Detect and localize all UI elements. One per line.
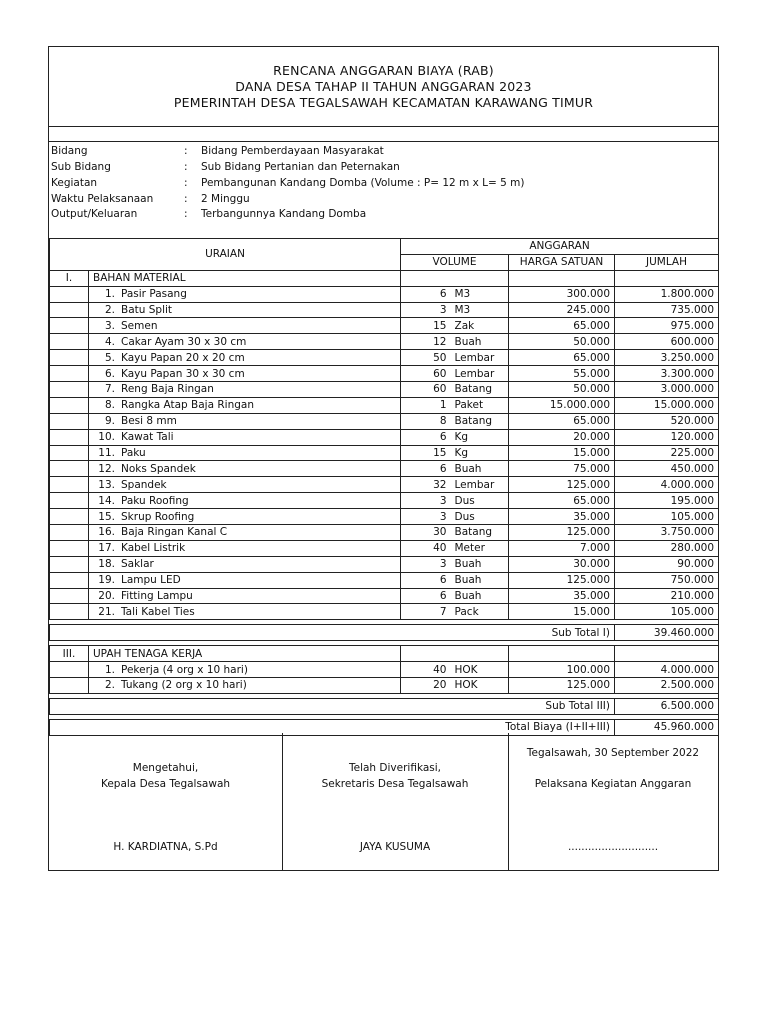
- doc-title-line1: RENCANA ANGGARAN BIAYA (RAB): [273, 63, 494, 78]
- subtotal-label: Sub Total III): [50, 698, 615, 714]
- item-number: 13.: [98, 478, 115, 491]
- signature-right-name: ...........................: [567, 841, 659, 853]
- section-items: [50, 662, 719, 694]
- item-total: 195.000: [615, 493, 719, 509]
- table-row: [50, 429, 719, 445]
- item-qty: 6: [401, 461, 451, 477]
- doc-title-line3: PEMERINTAH DESA TEGALSAWAH KECAMATAN KARAWANG TIMUR: [173, 95, 594, 110]
- item-qty: 3: [401, 493, 451, 509]
- signature-right-line2: Pelaksana Kegiatan Anggaran: [534, 778, 692, 790]
- divider: [49, 141, 718, 142]
- item-name: Kayu Papan 30 x 30 cm: [121, 367, 245, 380]
- table-row: [50, 662, 719, 678]
- section-row: [50, 270, 719, 286]
- item-cell: [89, 397, 401, 413]
- item-price: 125.000: [509, 678, 615, 694]
- item-cell: [89, 509, 401, 525]
- table-row: [50, 445, 719, 461]
- item-total: 210.000: [615, 588, 719, 604]
- table-header-row: [50, 239, 719, 255]
- table-row: [50, 588, 719, 604]
- item-number: 11.: [98, 447, 115, 460]
- item-qty: 40: [401, 540, 451, 556]
- item-unit: Kg: [451, 429, 509, 445]
- item-price: 125.000: [509, 477, 615, 493]
- budget-table: [49, 238, 719, 736]
- item-unit: Buah: [451, 556, 509, 572]
- signature-left-name: H. KARDIATNA, S.Pd: [113, 841, 218, 853]
- item-qty: 20: [401, 678, 451, 694]
- row-indent-cell: [50, 382, 89, 398]
- item-qty: 40: [401, 662, 451, 678]
- row-indent-cell: [50, 493, 89, 509]
- item-price: 35.000: [509, 588, 615, 604]
- item-cell: [89, 556, 401, 572]
- item-unit: Batang: [451, 413, 509, 429]
- item-name: Lampu LED: [121, 574, 181, 587]
- table-row: [50, 318, 719, 334]
- row-indent-cell: [50, 604, 89, 620]
- item-qty: 60: [401, 366, 451, 382]
- item-total: 3.250.000: [615, 350, 719, 366]
- item-unit: HOK: [451, 662, 509, 678]
- row-indent-cell: [50, 397, 89, 413]
- item-number: 8.: [104, 399, 115, 412]
- item-qty: 32: [401, 477, 451, 493]
- table-row: [50, 525, 719, 541]
- info-value: Sub Bidang Pertanian dan Peternakan: [201, 161, 400, 173]
- info-value: Bidang Pemberdayaan Masyarakat: [201, 145, 384, 157]
- item-total: 225.000: [615, 445, 719, 461]
- table-row: [50, 509, 719, 525]
- item-qty: 6: [401, 286, 451, 302]
- total-label: Total Biaya (I+II+III): [50, 719, 615, 735]
- item-name: Semen: [121, 319, 158, 332]
- table-row: [50, 556, 719, 572]
- info-label: Bidang: [51, 145, 88, 157]
- item-name: Spandek: [121, 478, 167, 491]
- item-name: Tali Kabel Ties: [121, 605, 195, 618]
- info-sep: :: [184, 208, 188, 220]
- subtotal-row: [50, 698, 719, 714]
- row-indent-cell: [50, 540, 89, 556]
- section-number: I.: [50, 270, 89, 286]
- item-cell: [89, 382, 401, 398]
- item-price: 65.000: [509, 493, 615, 509]
- item-total: 450.000: [615, 461, 719, 477]
- table-row: [50, 382, 719, 398]
- row-indent-cell: [50, 556, 89, 572]
- item-qty: 8: [401, 413, 451, 429]
- item-name: Tukang (2 org x 10 hari): [121, 679, 247, 692]
- item-price: 65.000: [509, 350, 615, 366]
- item-cell: [89, 572, 401, 588]
- item-qty: 60: [401, 382, 451, 398]
- item-total: 105.000: [615, 604, 719, 620]
- item-cell: [89, 286, 401, 302]
- info-sep: :: [184, 145, 188, 157]
- item-unit: Dus: [451, 509, 509, 525]
- column-header-harga: HARGA SATUAN: [509, 254, 615, 270]
- item-unit: Buah: [451, 588, 509, 604]
- table-row: [50, 678, 719, 694]
- item-total: 120.000: [615, 429, 719, 445]
- subtotal-value: 6.500.000: [615, 698, 719, 714]
- item-number: 1.: [104, 663, 115, 676]
- item-name: Noks Spandek: [121, 462, 196, 475]
- column-header-jumlah: JUMLAH: [615, 254, 719, 270]
- item-qty: 1: [401, 397, 451, 413]
- row-indent-cell: [50, 413, 89, 429]
- info-label: Waktu Pelaksanaan: [51, 193, 154, 205]
- item-number: 9.: [104, 415, 115, 428]
- item-total: 4.000.000: [615, 477, 719, 493]
- item-price: 300.000: [509, 286, 615, 302]
- table-row: [50, 540, 719, 556]
- section-row: [50, 646, 719, 662]
- item-unit: Paket: [451, 397, 509, 413]
- table-row: [50, 604, 719, 620]
- subtotal-value: 39.460.000: [615, 625, 719, 641]
- item-unit: Zak: [451, 318, 509, 334]
- item-total: 975.000: [615, 318, 719, 334]
- item-number: 18.: [98, 558, 115, 571]
- item-number: 2.: [104, 679, 115, 692]
- item-price: 125.000: [509, 525, 615, 541]
- item-number: 1.: [104, 288, 115, 301]
- info-sep: :: [184, 177, 188, 189]
- table-row: [50, 302, 719, 318]
- item-cell: [89, 334, 401, 350]
- item-price: 65.000: [509, 318, 615, 334]
- item-total: 750.000: [615, 572, 719, 588]
- column-header-volume: VOLUME: [401, 254, 509, 270]
- info-label: Sub Bidang: [51, 161, 111, 173]
- section-number: III.: [50, 646, 89, 662]
- row-indent-cell: [50, 588, 89, 604]
- table-row: [50, 461, 719, 477]
- column-header-uraian: URAIAN: [50, 239, 401, 271]
- doc-title-line2: DANA DESA TAHAP II TAHUN ANGGARAN 2023: [235, 79, 532, 94]
- item-total: 4.000.000: [615, 662, 719, 678]
- item-cell: [89, 493, 401, 509]
- item-total: 3.000.000: [615, 382, 719, 398]
- item-number: 6.: [104, 367, 115, 380]
- item-name: Reng Baja Ringan: [121, 383, 214, 396]
- item-price: 15.000.000: [509, 397, 615, 413]
- item-cell: [89, 350, 401, 366]
- item-cell: [89, 413, 401, 429]
- item-name: Paku: [121, 447, 146, 460]
- item-number: 19.: [98, 574, 115, 587]
- info-label: Kegiatan: [51, 177, 98, 189]
- item-price: 15.000: [509, 604, 615, 620]
- item-number: 20.: [98, 590, 115, 603]
- item-number: 16.: [98, 526, 115, 539]
- item-name: Saklar: [121, 558, 154, 571]
- item-cell: [89, 525, 401, 541]
- section-title: BAHAN MATERIAL: [89, 270, 401, 286]
- subtotal-label: Sub Total I): [50, 625, 615, 641]
- item-price: 50.000: [509, 382, 615, 398]
- table-row: [50, 413, 719, 429]
- row-indent-cell: [50, 445, 89, 461]
- item-name: Cakar Ayam 30 x 30 cm: [121, 335, 247, 348]
- signature-left-line2: Kepala Desa Tegalsawah: [100, 778, 231, 790]
- item-qty: 15: [401, 445, 451, 461]
- row-indent-cell: [50, 572, 89, 588]
- divider: [49, 126, 718, 127]
- row-indent-cell: [50, 366, 89, 382]
- info-sep: :: [184, 193, 188, 205]
- item-total: 3.300.000: [615, 366, 719, 382]
- item-name: Paku Roofing: [121, 494, 189, 507]
- item-unit: Pack: [451, 604, 509, 620]
- item-unit: Kg: [451, 445, 509, 461]
- item-unit: Buah: [451, 572, 509, 588]
- item-cell: [89, 678, 401, 694]
- item-cell: [89, 302, 401, 318]
- table-row: [50, 477, 719, 493]
- item-number: 21.: [98, 605, 115, 618]
- item-unit: Buah: [451, 461, 509, 477]
- item-number: 14.: [98, 494, 115, 507]
- item-qty: 12: [401, 334, 451, 350]
- item-price: 35.000: [509, 509, 615, 525]
- item-number: 7.: [104, 383, 115, 396]
- item-number: 17.: [98, 542, 115, 555]
- row-indent-cell: [50, 334, 89, 350]
- item-qty: 6: [401, 588, 451, 604]
- info-value: Pembangunan Kandang Domba (Volume : P= 12 m x L= 5 m): [201, 177, 525, 189]
- item-qty: 7: [401, 604, 451, 620]
- info-value: 2 Minggu: [201, 193, 250, 205]
- item-name: Besi 8 mm: [121, 415, 177, 428]
- item-unit: Batang: [451, 382, 509, 398]
- item-qty: 6: [401, 572, 451, 588]
- item-unit: Lembar: [451, 477, 509, 493]
- item-qty: 50: [401, 350, 451, 366]
- item-cell: [89, 662, 401, 678]
- item-unit: Dus: [451, 493, 509, 509]
- item-total: 2.500.000: [615, 678, 719, 694]
- item-total: 15.000.000: [615, 397, 719, 413]
- item-total: 735.000: [615, 302, 719, 318]
- item-unit: M3: [451, 302, 509, 318]
- signature-left-line1: Mengetahui,: [132, 762, 199, 774]
- item-name: Batu Split: [121, 304, 173, 316]
- signature-middle-name: JAYA KUSUMA: [359, 841, 431, 853]
- item-total: 600.000: [615, 334, 719, 350]
- item-number: 15.: [98, 510, 115, 523]
- row-indent-cell: [50, 302, 89, 318]
- row-indent-cell: [50, 286, 89, 302]
- table-row: [50, 350, 719, 366]
- table-row: [50, 397, 719, 413]
- item-price: 55.000: [509, 366, 615, 382]
- row-indent-cell: [50, 461, 89, 477]
- item-total: 105.000: [615, 509, 719, 525]
- table-row: [50, 334, 719, 350]
- item-unit: Meter: [451, 540, 509, 556]
- item-qty: 6: [401, 429, 451, 445]
- item-price: 7.000: [509, 540, 615, 556]
- item-number: 2.: [104, 304, 115, 316]
- item-name: Baja Ringan Kanal C: [121, 526, 228, 539]
- item-cell: [89, 477, 401, 493]
- row-indent-cell: [50, 662, 89, 678]
- item-name: Skrup Roofing: [121, 510, 195, 523]
- item-price: 75.000: [509, 461, 615, 477]
- row-indent-cell: [50, 429, 89, 445]
- item-total: 280.000: [615, 540, 719, 556]
- info-value: Terbangunnya Kandang Domba: [201, 208, 367, 220]
- item-price: 30.000: [509, 556, 615, 572]
- item-cell: [89, 366, 401, 382]
- info-sep: :: [184, 161, 188, 173]
- row-indent-cell: [50, 318, 89, 334]
- item-name: Fitting Lampu: [121, 590, 193, 603]
- signature-middle-line2: Sekretaris Desa Tegalsawah: [321, 778, 469, 790]
- info-label: Output/Keluaran: [51, 208, 138, 220]
- row-indent-cell: [50, 477, 89, 493]
- item-price: 65.000: [509, 413, 615, 429]
- item-name: Rangka Atap Baja Ringan: [121, 399, 254, 412]
- item-price: 125.000: [509, 572, 615, 588]
- item-name: Kayu Papan 20 x 20 cm: [121, 351, 245, 364]
- item-unit: Batang: [451, 525, 509, 541]
- table-row: [50, 286, 719, 302]
- item-cell: [89, 604, 401, 620]
- item-number: 10.: [98, 431, 115, 444]
- item-name: Kabel Listrik: [121, 542, 186, 555]
- item-cell: [89, 588, 401, 604]
- table-row: [50, 493, 719, 509]
- subtotal-row: [50, 625, 719, 641]
- item-qty: 3: [401, 302, 451, 318]
- rab-document: [48, 46, 719, 871]
- item-number: 4.: [104, 335, 115, 348]
- item-price: 100.000: [509, 662, 615, 678]
- total-row: [50, 719, 719, 735]
- item-name: Pekerja (4 org x 10 hari): [121, 663, 248, 676]
- section-title: UPAH TENAGA KERJA: [89, 646, 401, 662]
- item-name: Pasir Pasang: [121, 288, 187, 301]
- item-qty: 15: [401, 318, 451, 334]
- item-cell: [89, 429, 401, 445]
- item-qty: 3: [401, 509, 451, 525]
- item-unit: Lembar: [451, 350, 509, 366]
- item-cell: [89, 318, 401, 334]
- item-total: 90.000: [615, 556, 719, 572]
- item-number: 3.: [104, 319, 115, 332]
- total-value: 45.960.000: [615, 719, 719, 735]
- row-indent-cell: [50, 350, 89, 366]
- item-total: 1.800.000: [615, 286, 719, 302]
- item-total: 3.750.000: [615, 525, 719, 541]
- item-price: 50.000: [509, 334, 615, 350]
- column-header-anggaran: ANGGARAN: [401, 239, 719, 255]
- item-name: Kawat Tali: [121, 431, 174, 444]
- item-price: 20.000: [509, 429, 615, 445]
- item-unit: Buah: [451, 334, 509, 350]
- item-qty: 30: [401, 525, 451, 541]
- item-total: 520.000: [615, 413, 719, 429]
- section-items: [50, 286, 719, 620]
- item-price: 15.000: [509, 445, 615, 461]
- row-indent-cell: [50, 525, 89, 541]
- item-qty: 3: [401, 556, 451, 572]
- row-indent-cell: [50, 678, 89, 694]
- table-row: [50, 366, 719, 382]
- row-indent-cell: [50, 509, 89, 525]
- item-number: 5.: [104, 351, 115, 364]
- table-row: [50, 572, 719, 588]
- signature-right-date: Tegalsawah, 30 September 2022: [526, 747, 700, 759]
- item-cell: [89, 445, 401, 461]
- item-price: 245.000: [509, 302, 615, 318]
- item-unit: M3: [451, 286, 509, 302]
- item-number: 12.: [98, 462, 115, 475]
- item-cell: [89, 461, 401, 477]
- item-cell: [89, 540, 401, 556]
- item-unit: HOK: [451, 678, 509, 694]
- signature-middle-line1: Telah Diverifikasi,: [348, 762, 441, 774]
- item-unit: Lembar: [451, 366, 509, 382]
